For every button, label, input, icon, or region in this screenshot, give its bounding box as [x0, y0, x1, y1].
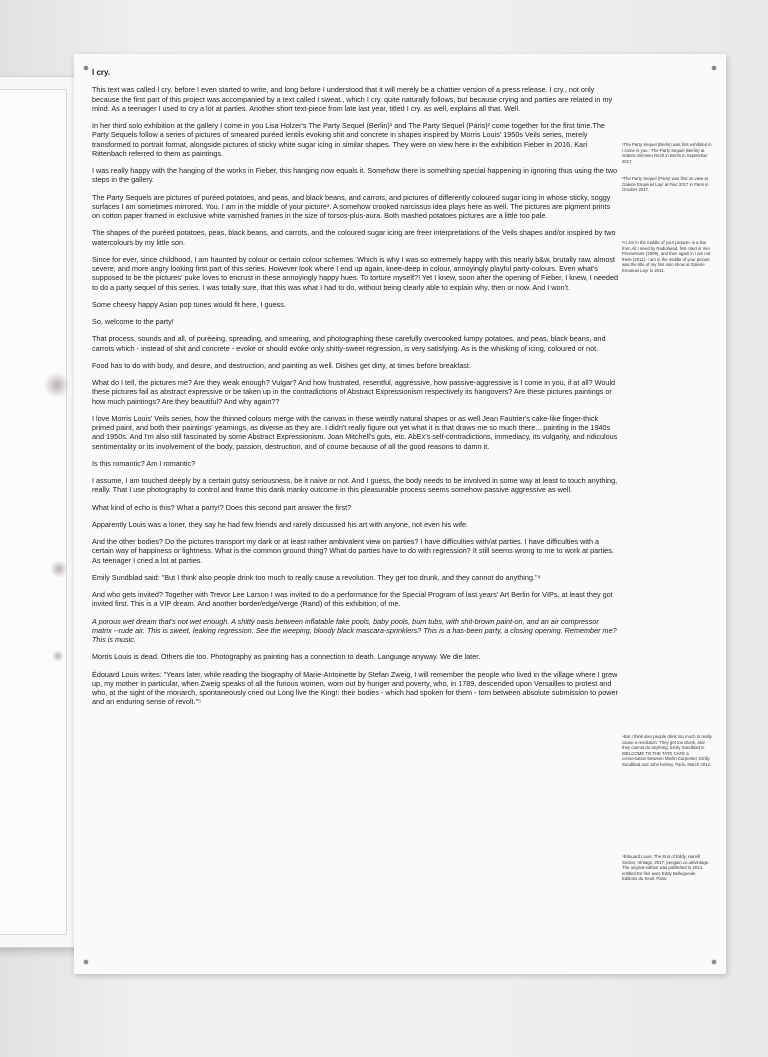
- footnote: ⁴But I think also people drink too much to really cause a revolution. They get too drunk, and they cannot do anything. Emily Sundblad in WELCOME TO THE TATE CAFÉ a conversation between Merlin Carpenter, Emily Sundblad and John Kelsey, Paris, March 2012.: [622, 734, 712, 767]
- wall-smudge: [52, 650, 64, 662]
- wall-smudge: [50, 560, 68, 578]
- footnote: ²The Party Sequel (Paris) was first on view at Galerie Emanuel Layr at Fiac 2017 in Paris in October 2017.: [622, 176, 709, 193]
- paragraph: The Party Sequels are pictures of puréed potatoes, and peas, and black beans, and carrots, and pictures of differently coloured sugar icing in whose sticky, soggy surfaces I am sometimes mirrored. You. I am in the middle of your picture³. A somehow crooked narcissus idea plays here as well. The pictures are pigment prints on cotton paper framed in exclusive white varnished frames in the size of torsos-plus-aura. Both mashed potatoes pictures are a little too pale.: [92, 192, 611, 220]
- paragraph: What do I tell, the pictures me? Are they weak enough? Vulgar? And how frustrated, resentful, aggressive, how passive-aggressive is I come in you, if at all? Would these pictures fail as abstract expressive or be taken up in the contradictions of Abstract Expressionism respectively its hangovers? Are these pictures paintings or how much paintings? Are they beautiful? And why again??: [92, 378, 616, 406]
- pin: [712, 960, 716, 964]
- footnote: ⁵Édouard Louis, The End of Eddy, Harvill Secker, Vintage, 2017, penguin.co.uk/vintage. The original edition was published in 2014, entitled En finir avec Eddy Bellegueule, Editions du Seuil, Paris.: [622, 854, 710, 882]
- paragraph: The shapes of the puréed potatoes, peas, black beans, and carrots, and the coloured sugar icing are freer interpretations of the Veils shapes and/or inspired by two watercolours by my little son.: [92, 228, 616, 247]
- paragraph: Since for ever, since childhood, I am haunted by colour or certain colour schemes. Which is why I was so extremely happy with this nearly b&w, brutally raw, almost severe, and more angry looking first part of this series. However look where I end up again, knee-deep in colour, annoyingly playful party-colours. Even what's supposed to be the pictures' puke loves to encrust in these annoyingly happy hues. To torture myself?! Yet I knew, soon after the opening of Fieber, I knew, I needed to do a party sequel of this series. I was totally sure, that this was what I had to do, without being clearly able to explain why, then or now. And I won't.: [92, 254, 619, 292]
- text-poster: [74, 54, 726, 974]
- pin: [84, 66, 88, 70]
- paragraph: Apparently Louis was a loner, they say he had few friends and rarely discussed his art with anyone, not even his wife.: [92, 519, 469, 529]
- paragraph: I assume, I am touched deeply by a certain gutsy seriousness, be it naive or not. And I guess, the body needs to be involved in some way at least to touch anything, really. That I use photography to control and frame this dank manky outcome in this pleasurable process seems somehow passive aggressive as well.: [92, 476, 618, 495]
- paragraph: I love Morris Louis' Veils series, how the thinned colours merge with the canvas in these weirdly natural shapes or as well Jean Fautrier's cake-like finger-thick primed paint, and both their paintings' yearnings, as diverse as they are. I didn't really figure out yet what it is that draws me so much there... painting in the 1940s and 1950s. And I'm also still fascinated by some Abstract Expressionism. Joan Mitchell's guts, etc. AbEx's self-contradictions, immediacy, its vulgarity, and ridiculous sentimentality or its involvement of the body, passion, destruction, and of course because of all the good reasons to damn it.: [92, 413, 618, 451]
- paragraph: Édouard Louis writes: "Years later, while reading the biography of Marie-Antoinette by Stefan Zweig, I will remember the people who lived in the village where I grew up, my mother in particular, when Zweig speaks of all the furious women, worn out by hunger and poverty, who, in 1789, descended upon Versailles to protest and who, at the sight of the monarch, spontaneously cried out Long live the King!: their bodies - which had spoken for them - torn between absolute submission to power and an enduring sense of revolt."⁵: [92, 669, 618, 707]
- paragraph: And the other bodies? Do the pictures transport my dark or at least rather ambivalent view on parties? I have difficulties with/at parties. I have difficulties with a certain way of happiness or lightness. What is the common ground thing? What do parties have to do with regression? It still seems wrong to me to work at parties. As teenager I cried a lot at parties.: [92, 537, 614, 565]
- wall-smudge: [44, 372, 70, 398]
- paragraph: In her third solo exhibition at the gallery I come in you Lisa Holzer's The Party Sequel (Berlin)¹ and The Party Sequel (Paris)² come together for the first time.The Party Sequels follow a series of pictures of smeared puréed lentils evoking shit and concrete in shapes inspired by Morris Louis' 1950s Veils series, merely transformed to portrait format, alongside pictures of sticky white sugar icing in similar shapes. They were on view here in the exhibition Fieber in 2016. Kari Rittenbach referred to them as paintings.: [92, 121, 605, 158]
- paragraph: I was really happy with the hanging of the works in Fieber, this hanging now equals it. Somehow there is something special happening in ignoring thus using the two steps in the gallery.: [92, 166, 618, 185]
- paragraph: That process, sounds and all, of puréeing, spreading, and smearing, and photographing these carefully overcooked lumpy potatoes, and peas, black beans, and carrots which - instead of shit and concrete - evoke or should evoke only shitty-sweet regression, is very satisfying. As is the whisking of icing, coloured or not.: [92, 334, 606, 353]
- frame-mat: [0, 89, 67, 935]
- paragraph: What kind of echo is this? What a party!? Does this second part answer the first?: [92, 502, 352, 512]
- paragraph: A porous wet dream that's not wet enough. A shitty oasis between inflatable fake pools, baby pools, bum tubs, with shit-brown paint-on, and an air compressor matrix --rude air. This is sweet, leaking regression. See the weeping, bloody black mascara-sprinklers? This is a has-been party, a closing opening. Remember me? This is music.: [92, 616, 617, 644]
- paragraph: This text was called I cry. before I even started to write, and long before I understood that it will merely be a chattier version of a press release. I cry., not only because the first part of this project was accompanied by a text called I sweat., which I cry. quite naturally follows, but because crying and parties are related in my mind. As a teenager I used to cry a lot at parties. Another short text-piece from late last year, titled I cry. as well, explains all that. Well.: [92, 85, 613, 113]
- paragraph: Is this romantic? Am I romantic?: [92, 458, 196, 468]
- paragraph: Food has to do with body, and desire, and destruction, and painting as well. Dishes get dirty, at times before breakfast.: [92, 360, 471, 370]
- footnotes-column: [622, 54, 714, 954]
- footnote: ¹The Party Sequel (Berlin) was first exhibited in I come in you - The Party Sequel (Berlin) at Galerie Gilmeier Rech in Berlin in September 2017.: [622, 142, 712, 164]
- footnote: ³«I am in the middle of your picture» is a line from All I need by Radiohead, first cited in Vier Pressetexte (2009), and then again in I am not there (2011). I am in the middle of your picture was the title of my first solo show at Galerie Emanuel Layr in 2011.: [622, 240, 711, 273]
- paragraph: So, welcome to the party!: [92, 317, 174, 326]
- framed-picture: [0, 76, 80, 948]
- essay-body: [92, 68, 618, 715]
- paragraph: Morris Louis is dead. Others die too. Photography as painting has a connection to death. Language anyway. We die later.: [92, 652, 481, 662]
- essay-title: I cry.: [92, 68, 111, 77]
- paragraph: Emily Sundblad said: "But I think also people drink too much to really cause a revolution. They get too drunk, and they cannot do anything."⁴: [92, 572, 541, 582]
- pin: [84, 960, 88, 964]
- paragraph: Some cheesy happy Asian pop tunes would fit here, I guess.: [92, 299, 286, 309]
- paragraph: And who gets invited? Together with Trevor Lee Larson I was invited to do a performance for the Special Program of last years' Art Berlin for VIPs, at least they got invited first. This is a VIP dream. And another border/edge/verge (Rand) of this exhibition, of me.: [92, 590, 613, 609]
